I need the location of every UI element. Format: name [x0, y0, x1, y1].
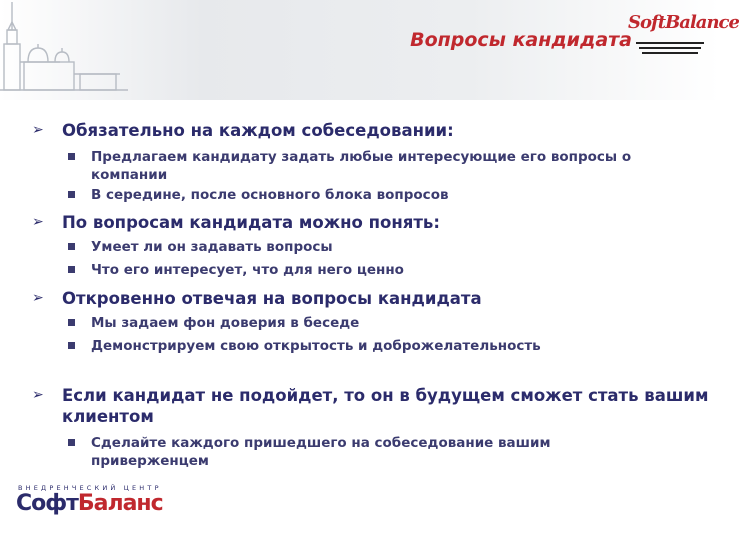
bullet-item-2 — [32, 212, 722, 233]
square-bullet-icon — [68, 266, 75, 273]
square-bullet-icon — [68, 342, 75, 349]
sub-bullet-text: Демонстрируем свою открытость и доброжелательность — [91, 338, 541, 354]
square-bullet-icon — [68, 243, 75, 250]
logo-tagline: ВНЕДРЕНЧЕСКИЙ ЦЕНТР — [18, 484, 162, 492]
sub-bullet-text: Мы задаем фон доверия в беседе — [91, 315, 360, 331]
slide-title: Вопросы кандидата — [410, 29, 632, 51]
arrow-bullet-icon: ➢ — [32, 214, 44, 230]
logo-part-2: Баланс — [77, 491, 163, 516]
bullet-item-1 — [32, 120, 722, 141]
sub-bullet-item — [68, 148, 651, 184]
logo-part-1: Софт — [16, 491, 78, 516]
sub-bullet-item — [68, 186, 449, 204]
logo-text: SoftBalance — [628, 12, 739, 33]
sub-bullet-item — [68, 261, 404, 279]
sub-bullet-item — [68, 238, 333, 256]
arrow-bullet-icon: ➢ — [32, 290, 44, 306]
square-bullet-icon — [68, 191, 75, 198]
sub-bullet-item — [68, 337, 541, 355]
sub-bullet-item — [68, 434, 651, 470]
bullet-text: Обязательно на каждом собеседовании: — [62, 121, 454, 140]
softbalance-footer-logo — [16, 484, 163, 516]
arrow-bullet-icon: ➢ — [32, 387, 44, 403]
logo-wordmark — [16, 491, 163, 516]
square-bullet-icon — [68, 153, 75, 160]
square-bullet-icon — [68, 319, 75, 326]
bullet-item-4 — [32, 385, 722, 427]
bullet-text: Откровенно отвечая на вопросы кандидата — [62, 289, 482, 308]
sub-bullet-text: Сделайте каждого пришедшего на собеседование вашим приверженцем — [91, 435, 551, 469]
bullet-text: Если кандидат не подойдет, то он в будущем сможет стать вашим клиентом — [62, 386, 709, 426]
square-bullet-icon — [68, 439, 75, 446]
arrow-bullet-icon: ➢ — [32, 122, 44, 138]
sub-bullet-text: Что его интересует, что для него ценно — [91, 262, 404, 278]
sub-bullet-item — [68, 314, 359, 332]
sub-bullet-text: Предлагаем кандидату задать любые интересующие его вопросы о компании — [91, 149, 632, 183]
bullet-text: По вопросам кандидата можно понять: — [62, 213, 440, 232]
bullet-item-3 — [32, 288, 722, 309]
sub-bullet-text: В середине, после основного блока вопросов — [91, 187, 449, 203]
sub-bullet-text: Умеет ли он задавать вопросы — [91, 239, 333, 255]
